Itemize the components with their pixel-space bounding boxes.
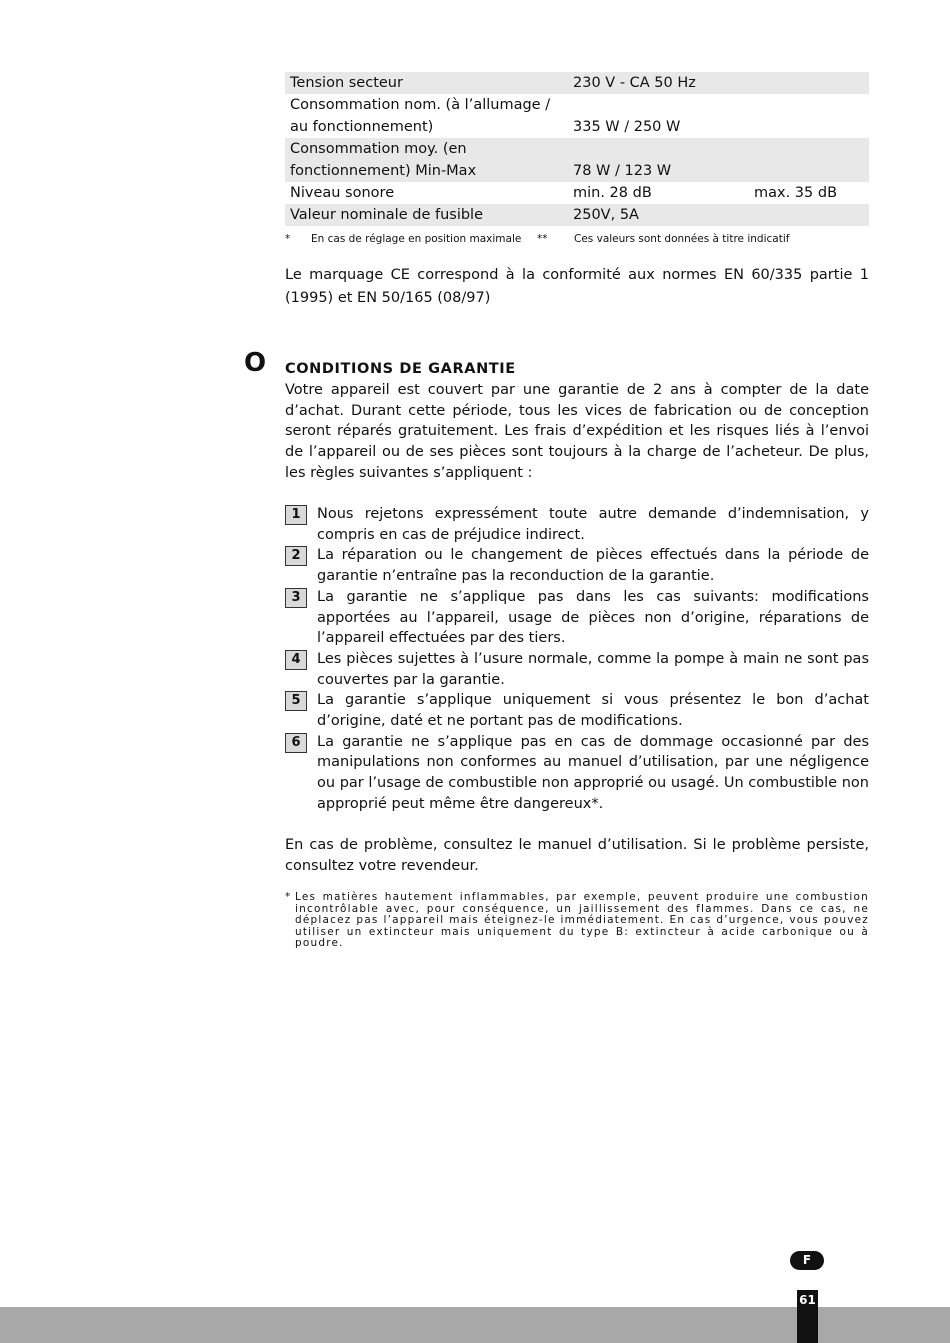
footnote-2-mark: ** xyxy=(537,233,548,245)
list-item xyxy=(285,732,869,815)
list-item xyxy=(285,587,869,649)
table-row xyxy=(285,204,869,226)
spec-label: Consommation moy. (en fonctionnement) Min-Max xyxy=(285,138,568,182)
spec-extra xyxy=(749,138,869,182)
list-item xyxy=(285,649,869,690)
list-item xyxy=(285,690,869,731)
page-number: 61 xyxy=(797,1290,818,1343)
fine-print-mark: * xyxy=(285,891,292,903)
section-letter: O xyxy=(244,348,267,378)
spec-extra: max. 35 dB xyxy=(754,185,838,201)
spec-label: Consommation nom. (à l’allumage / au fonctionnement) xyxy=(290,97,551,135)
warranty-rules-list xyxy=(285,504,869,815)
spec-value: min. 28 dB xyxy=(573,185,652,201)
footnote-1-mark: * xyxy=(285,233,291,245)
fine-print-text: Les matières hautement inflammables, par exemple, peuvent produire une combustion incontrôlable avec, pour conséquence, un jaillissement des flammes. Dans ce cas, ne déplacez pas l’appareil mais éteignez-le immédiatement. En cas d’urgence, vous pouvez utiliser un extincteur mais uniquement du type B: extincteur à acide carbonique ou à poudre. xyxy=(295,891,869,949)
spec-value: 78 W / 123 W xyxy=(568,138,749,182)
spec-label: Tension secteur xyxy=(285,72,568,94)
list-item xyxy=(285,504,869,545)
spec-value: 230 V - CA 50 Hz xyxy=(568,72,749,94)
closing-paragraph: En cas de problème, consultez le manuel d’utilisation. Si le problème persiste, consultez votre revendeur. xyxy=(285,837,869,874)
footnote-1: En cas de réglage en position maximale xyxy=(311,233,522,245)
rule-number-badge: 3 xyxy=(285,588,307,608)
warranty-intro: Votre appareil est couvert par une garantie de 2 ans à compter de la date d’achat. Durant cette période, tous les vices de fabrication ou de conception seront réparés gratuitement. Les frais d’expédition et les risques liés à l’envoi de l’appareil ou de ses pièces sont toujours à la charge de l’acheteur. De plus, les règles suivantes s’appliquent : xyxy=(285,382,869,481)
spec-extra xyxy=(749,94,869,138)
specifications-table xyxy=(285,72,869,226)
ce-marking-text: Le marquage CE correspond à la conformité aux normes EN 60/335 partie 1 (1995) et EN 50/165 (08/97) xyxy=(285,267,869,306)
rule-text: La garantie s’applique uniquement si vous présentez le bon d’achat d’origine, daté et ne portant pas de modifications. xyxy=(317,692,869,730)
spec-extra xyxy=(749,72,869,94)
table-row xyxy=(285,182,869,204)
footnote-2: Ces valeurs sont données à titre indicatif xyxy=(574,233,790,245)
table-row xyxy=(285,72,869,94)
list-item xyxy=(285,545,869,586)
table-row xyxy=(285,138,869,182)
rule-number-badge: 2 xyxy=(285,546,307,566)
rule-text: Les pièces sujettes à l’usure normale, comme la pompe à main ne sont pas couvertes par la garantie. xyxy=(317,650,869,688)
rule-number-badge: 6 xyxy=(285,733,307,753)
spec-extra xyxy=(749,204,869,226)
spec-footnotes xyxy=(285,233,869,245)
spec-label: Valeur nominale de fusible xyxy=(285,204,568,226)
spec-label: Niveau sonore xyxy=(290,185,395,201)
fine-print xyxy=(285,892,869,950)
section-title: CONDITIONS DE GARANTIE xyxy=(285,361,516,377)
rule-number-badge: 4 xyxy=(285,650,307,670)
language-badge: F xyxy=(790,1251,824,1270)
spec-value: 335 W / 250 W xyxy=(573,119,681,135)
rule-text: La réparation ou le changement de pièces effectués dans la période de garantie n’entraîne pas la reconduction de la garantie. xyxy=(317,547,869,585)
rule-text: Nous rejetons expressément toute autre demande d’indemnisation, y compris en cas de préjudice indirect. xyxy=(317,506,869,543)
rule-number-badge: 5 xyxy=(285,691,307,711)
rule-text: La garantie ne s’applique pas dans les cas suivants: modifications apportées au l’appareil, usage de pièces non d’origine, réparations de l’appareil effectuées par des tiers. xyxy=(317,588,869,647)
spec-value: 250V, 5A xyxy=(568,204,749,226)
rule-number-badge: 1 xyxy=(285,505,307,525)
rule-text: La garantie ne s’applique pas en cas de dommage occasionné par des manipulations non conformes au manuel d’utilisation, par une négligence ou par l’usage de combustible non approprié ou usagé. Un combustible non approprié peut même être dangereux*. xyxy=(317,733,869,812)
table-row xyxy=(285,94,869,138)
